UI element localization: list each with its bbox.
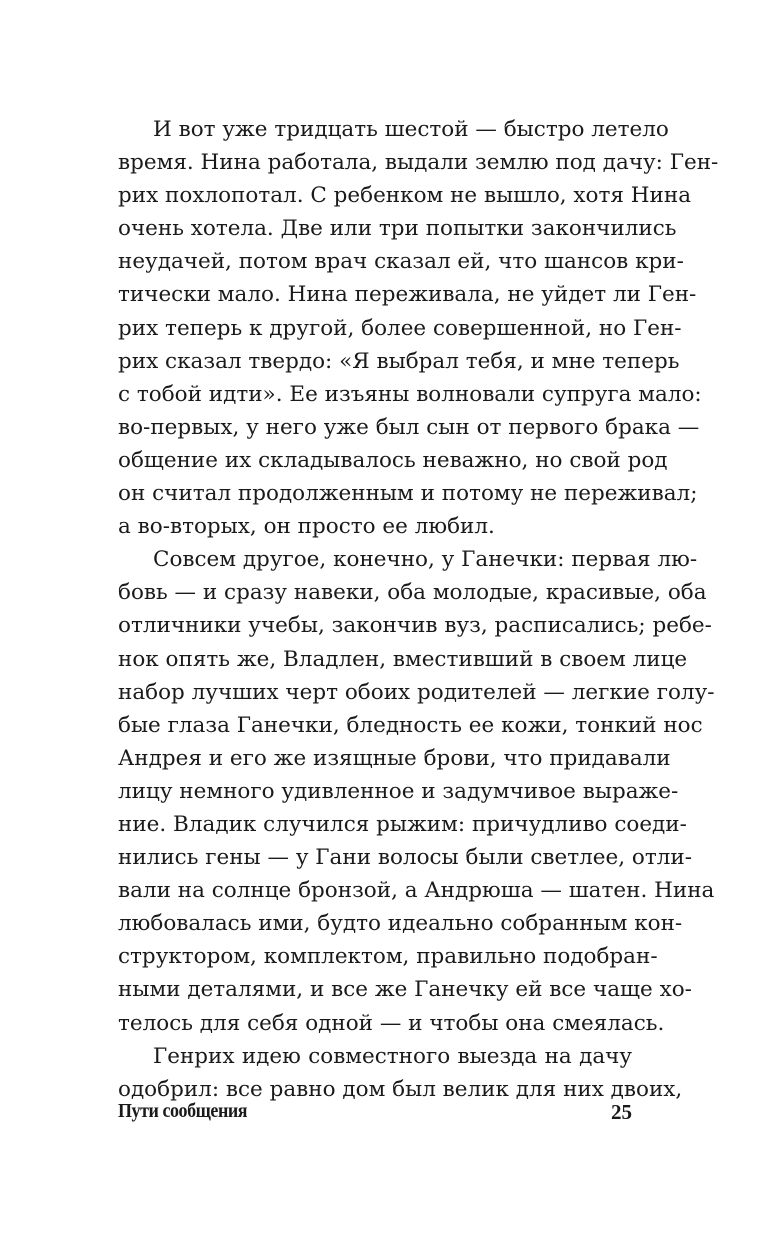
page-number: 25 xyxy=(611,1100,632,1124)
paragraph-2-line-9: ние. Владик случился рыжим: причудливо соеди- xyxy=(118,811,687,837)
paragraph-1-line-7: рих теперь к другой, более совершенной, но Ген- xyxy=(118,315,682,341)
paragraph-1-line-11: общение их складывалось неважно, но свой род xyxy=(118,447,668,473)
paragraph-1-line-5: неудачей, потом врач сказал ей, что шансов кри- xyxy=(118,249,684,275)
paragraph-2-line-10: нились гены — у Гани волосы были светлее, отли- xyxy=(118,845,693,871)
paragraph-2-line-11: вали на солнце бронзой, а Андрюша — шатен. Нина xyxy=(118,878,715,904)
paragraph-1-line-9: с тобой идти». Ее изъяны волновали супруга мало: xyxy=(118,381,702,407)
body-text xyxy=(118,113,719,1106)
paragraph-2-line-13: структором, комплектом, правильно подобран- xyxy=(118,944,658,970)
paragraph-3-line-1: Генрих идею совместного выезда на дачу xyxy=(153,1043,632,1069)
paragraph-3-line-2: одобрил: все равно дом был велик для них двоих, xyxy=(118,1076,683,1102)
paragraph-1-line-3: рих похлопотал. С ребенком не вышло, хотя Нина xyxy=(118,183,692,209)
paragraph-1-line-1: И вот уже тридцать шестой — быстро летело xyxy=(153,117,669,142)
running-title: Пути сообщения xyxy=(118,1100,248,1122)
paragraph-2-line-12: любовалась ими, будто идеально собранным кон- xyxy=(118,911,683,937)
paragraph-2-line-15: телось для себя одной — и чтобы она смеялась. xyxy=(118,1010,665,1036)
page-footer xyxy=(118,1100,632,1130)
paragraph-1-line-13: а во-вторых, он просто ее любил. xyxy=(118,514,495,540)
paragraph-1-line-4: очень хотела. Две или три попытки закончились xyxy=(118,216,677,242)
paragraph-2-line-7: Андрея и его же изящные брови, что придавали xyxy=(118,745,671,771)
paragraph-2-line-14: ными деталями, и все же Ганечку ей все чаще хо- xyxy=(118,977,692,1003)
paragraph-2-line-3: отличники учебы, закончив вуз, расписались; ребе- xyxy=(118,613,712,639)
paragraph-2-line-5: набор лучших черт обоих родителей — легкие голу- xyxy=(118,679,715,705)
paragraph-1-line-10: во-первых, у него уже был сын от первого брака — xyxy=(118,414,700,440)
paragraph-1-line-2: время. Нина работала, выдали землю под дачу: Ген- xyxy=(118,150,719,176)
paragraph-2-line-6: бые глаза Ганечки, бледность ее кожи, тонкий нос xyxy=(118,712,703,738)
paragraph-1-line-12: он считал продолженным и потому не переживал; xyxy=(118,481,698,507)
paragraph-2-line-2: бовь — и сразу навеки, оба молодые, красивые, оба xyxy=(118,580,707,606)
paragraph-2-line-8: лицу немного удивленное и задумчивое выраже- xyxy=(118,778,679,804)
paragraph-2-line-1: Совсем другое, конечно, у Ганечки: первая лю- xyxy=(153,547,698,573)
paragraph-2-line-4: нок опять же, Владлен, вместивший в своем лице xyxy=(118,646,688,672)
paragraph-1-line-8: рих сказал твердо: «Я выбрал тебя, и мне теперь xyxy=(118,348,680,374)
paragraph-1-line-6: тически мало. Нина переживала, не уйдет ли Ген- xyxy=(118,282,697,308)
